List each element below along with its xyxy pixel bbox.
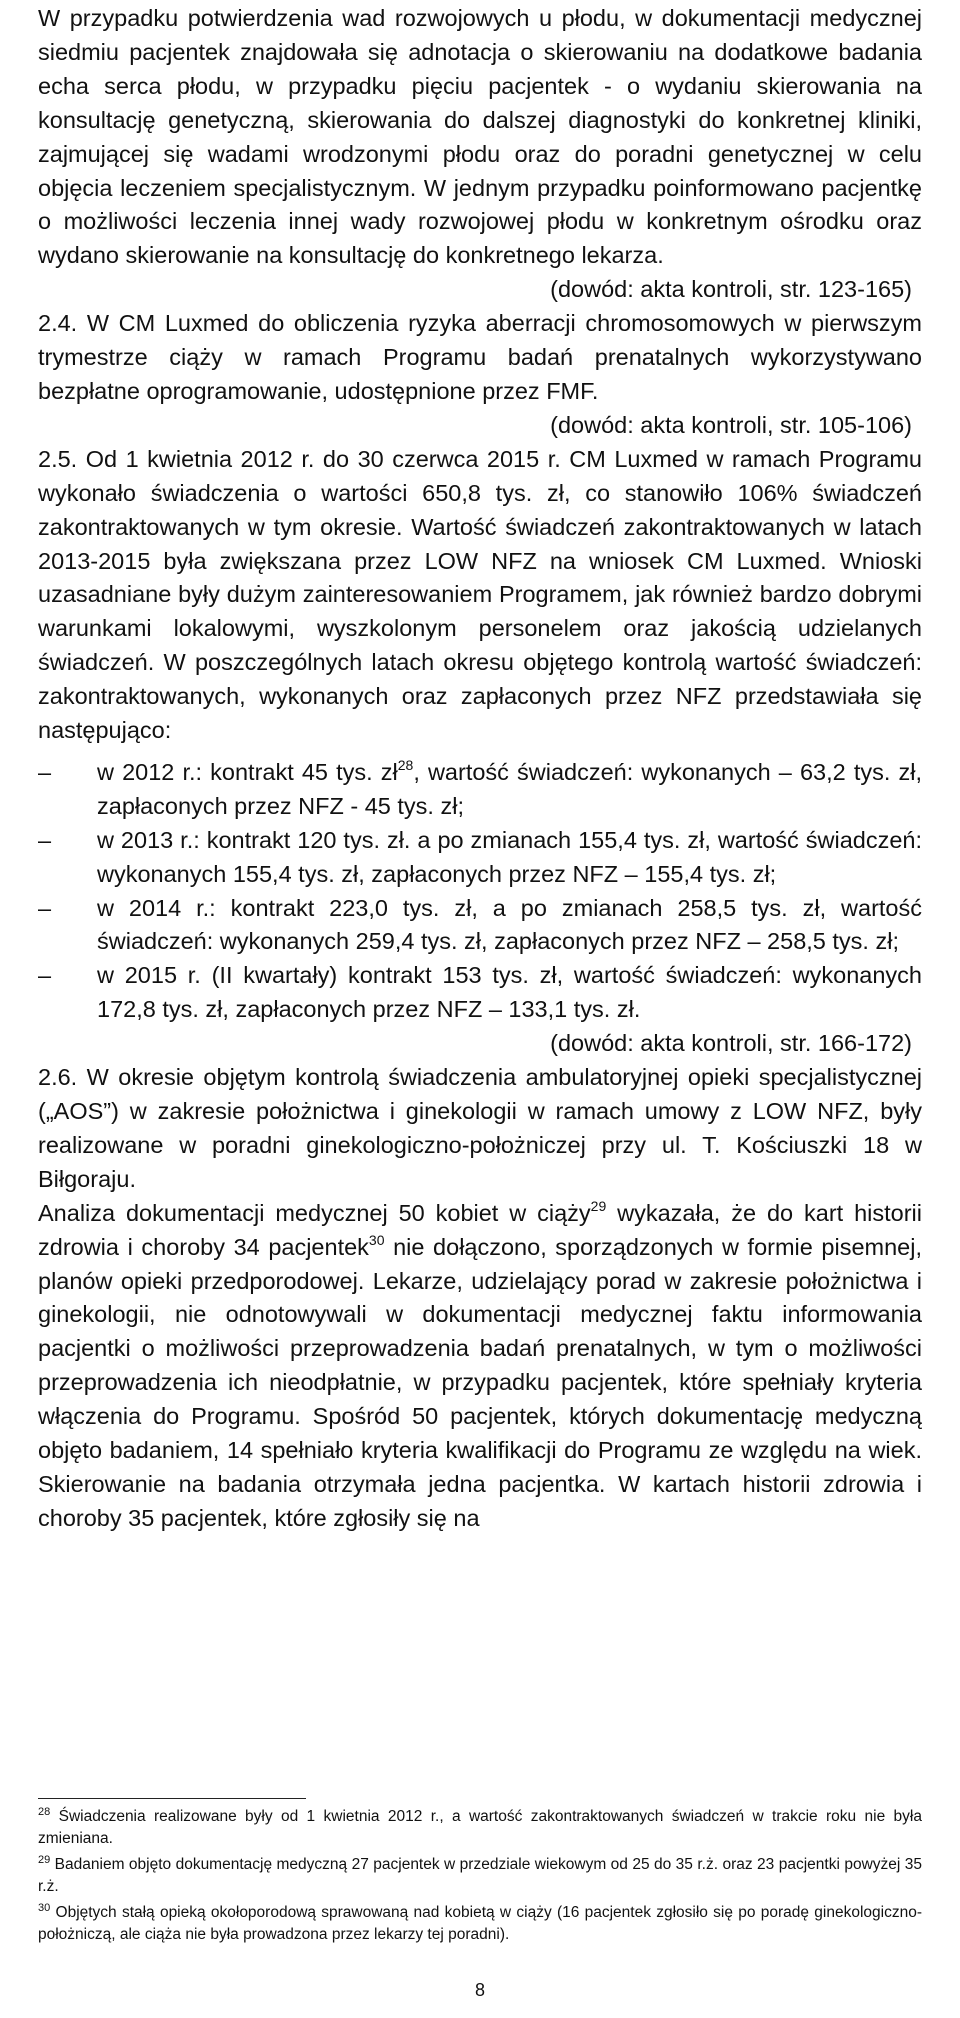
list-item-text: w 2014 r.: kontrakt 223,0 tys. zł, a po zmianach 258,5 tys. zł, wartość świadczeń: wykonanych 259,4 tys. zł, zapłaconych przez NFZ – 258,5 tys. zł; (97, 894, 922, 955)
dash-bullet: – (38, 758, 52, 785)
footnote-text: Objętych stałą opieką okołoporodową sprawowaną nad kobietą w ciąży (16 pacjentek zgłosiło się po poradę ginekologiczno-położniczą, ale ciąża nie była prowadzona przez lekarzy tej poradni). (38, 1904, 922, 1943)
footnote-separator (38, 1798, 306, 1799)
paragraph-text: Analiza dokumentacji medycznej 50 kobiet w ciąży (38, 1199, 591, 1226)
contract-values-list (38, 756, 922, 1027)
footnote-30 (38, 1902, 922, 1946)
paragraph-2-6: 2.6. W okresie objętym kontrolą świadczenia ambulatoryjnej opieki specjalistycznej („AOS”) w zakresie położnictwa i ginekologii w ramach umowy z LOW NFZ, były realizowane w poradni ginekologiczno-położniczej przy ul. T. Kościuszki 18 w Biłgoraju. (38, 1064, 922, 1192)
dash-bullet: – (38, 962, 52, 989)
list-item-2013 (38, 824, 922, 892)
footnote-28 (38, 1806, 922, 1850)
evidence-reference-2: (dowód: akta kontroli, str. 105-106) (550, 411, 912, 438)
paragraph-text: wykazała, że do kart historii zdrowia i choroby 34 pacjentek (38, 1199, 922, 1260)
paragraph-text: nie dołączono, sporządzonych w formie pisemnej, planów opieki przedporodowej. Lekarze, udzielający porad w zakresie położnictwa i ginekologii, nie odnotowywali w dokumentacji medycznej faktu informowania pacjentki o możliwości przeprowadzenia badań prenatalnych, w tym o możliwości przeprowadzenia ich nieodpłatnie, w przypadku pacjentek, które spełniały kryteria włączenia do Programu. Spośród 50 pacjentek, których dokumentację medyczną objęto badaniem, 14 spełniało kryteria kwalifikacji do Programu ze względu na wiek. Skierowanie na badania otrzymała jedna pacjentka. W kartach historii zdrowia i choroby 35 pacjentek, które zgłosiły się na (38, 1233, 922, 1531)
footnote-text: Badaniem objęto dokumentację medyczną 27 pacjentek w przedziale wiekowym od 25 do 35 r.ż. oraz 23 pacjentki powyżej 35 r.ż. (38, 1856, 922, 1895)
evidence-reference-3: (dowód: akta kontroli, str. 166-172) (550, 1030, 912, 1057)
dash-bullet: – (38, 894, 52, 921)
page-number: 8 (474, 1980, 485, 2000)
footnote-ref-30: 30 (368, 1231, 385, 1248)
paragraph-analysis (38, 1197, 922, 1536)
list-item-2012 (38, 756, 922, 824)
document-body (38, 0, 922, 1536)
evidence-reference-1: (dowód: akta kontroli, str. 123-165) (550, 276, 912, 303)
list-item-text: w 2015 r. (II kwartały) kontrakt 153 tys. zł, wartość świadczeń: wykonanych 172,8 tys. zł, zapłaconych przez NFZ – 133,1 tys. zł. (97, 962, 922, 1023)
footnote-text: Świadczenia realizowane były od 1 kwietnia 2012 r., a wartość zakontraktowanych świadczeń w trakcie roku nie była zmieniana. (38, 1808, 922, 1847)
paragraph-2-5: 2.5. Od 1 kwietnia 2012 r. do 30 czerwca 2015 r. CM Luxmed w ramach Programu wykonało świadczenia o wartości 650,8 tys. zł, co stanowiło 106% świadczeń zakontraktowanych w tym okresie. Wartość świadczeń zakontraktowanych w latach 2013-2015 była zwiększana przez LOW NFZ na wniosek CM Luxmed. Wnioski uzasadniane były dużym zainteresowaniem Programem, jak również bardzo dobrymi warunkami lokalowymi, wyszkolonym personelem oraz jakością udzielanych świadczeń. W poszczególnych latach okresu objętego kontrolą wartość świadczeń: zakontraktowanych, wykonanych oraz zapłaconych przez NFZ przedstawiała się następująco: (38, 445, 922, 744)
footnote-number: 29 (38, 1854, 51, 1866)
list-item-2014 (38, 892, 922, 960)
paragraph-2-4: 2.4. W CM Luxmed do obliczenia ryzyka aberracji chromosomowych w pierwszym trymestrze ciąży w ramach Programu badań prenatalnych wykorzystywano bezpłatne oprogramowanie, udostępnione przez FMF. (38, 310, 922, 404)
list-item-text: , wartość świadczeń: wykonanych – 63,2 tys. zł, zapłaconych przez NFZ - 45 tys. zł; (97, 758, 922, 819)
footnote-ref-28: 28 (397, 756, 414, 773)
list-item-2015 (38, 959, 922, 1027)
footnote-ref-29: 29 (590, 1197, 607, 1214)
footnote-number: 30 (38, 1902, 51, 1914)
list-item-text: w 2012 r.: kontrakt 45 tys. zł (97, 758, 398, 785)
list-item-text: w 2013 r.: kontrakt 120 tys. zł. a po zmianach 155,4 tys. zł, wartość świadczeń: wykonanych 155,4 tys. zł, zapłaconych przez NFZ – 155,4 tys. zł; (97, 826, 922, 887)
footnote-29 (38, 1854, 922, 1898)
paragraph-fetal-defects: W przypadku potwierdzenia wad rozwojowych u płodu, w dokumentacji medycznej siedmiu pacjentek znajdowała się adnotacja o skierowaniu na dodatkowe badania echa serca płodu, w przypadku pięciu pacjentek - o wydaniu skierowania na konsultację genetyczną, skierowania do dalszej diagnostyki do konkretnej kliniki, zajmującej się wadami wrodzonymi płodu oraz do poradni genetycznej w celu objęcia leczeniem specjalistycznym. W jednym przypadku poinformowano pacjentkę o możliwości leczenia innej wady rozwojowej płodu w konkretnym ośrodku oraz wydano skierowanie na konsultację do konkretnego lekarza. (38, 5, 922, 269)
footnotes (38, 1806, 922, 1950)
dash-bullet: – (38, 826, 52, 853)
footnote-number: 28 (38, 1806, 51, 1818)
